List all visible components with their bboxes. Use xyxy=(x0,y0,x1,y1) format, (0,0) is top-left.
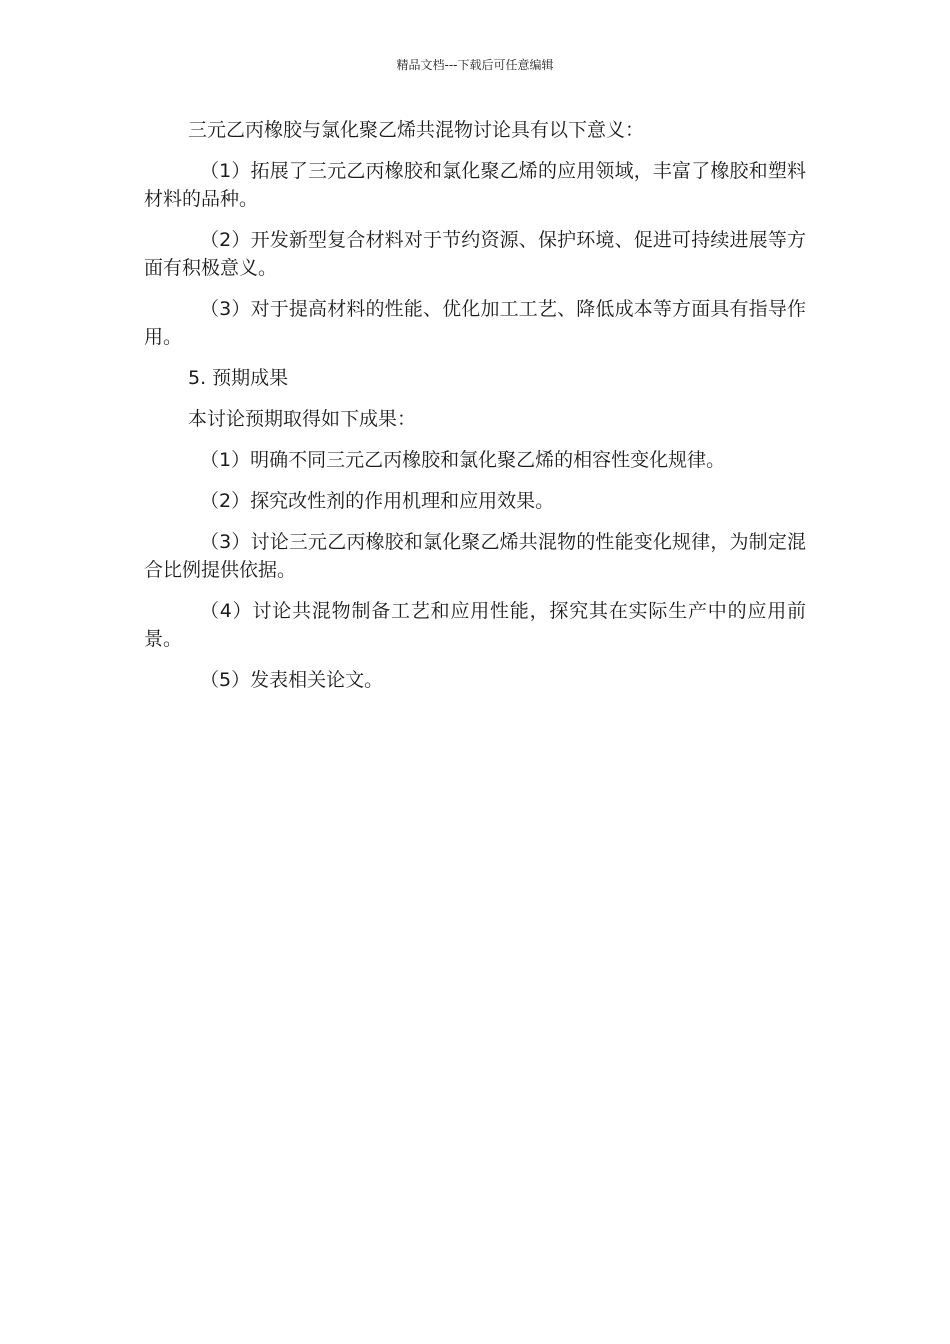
results-intro-paragraph: 本讨论预期取得如下成果： xyxy=(188,408,417,430)
significance-item-2: （2）开发新型复合材料对于节约资源、保护环境、促进可持续进展等方面有积极意义。 xyxy=(144,229,806,279)
result-item-3: （3）讨论三元乙丙橡胶和氯化聚乙烯共混物的性能变化规律，为制定混合比例提供依据。 xyxy=(144,531,806,581)
result-item-5: （5）发表相关论文。 xyxy=(200,669,384,691)
result-item-1: （1）明确不同三元乙丙橡胶和氯化聚乙烯的相容性变化规律。 xyxy=(200,449,726,471)
page-header: 精品文档---下载后可任意编辑 xyxy=(396,58,554,72)
result-item-2: （2）探究改性剂的作用机理和应用效果。 xyxy=(200,490,555,512)
significance-item-1: （1）拓展了三元乙丙橡胶和氯化聚乙烯的应用领域，丰富了橡胶和塑料材料的品种。 xyxy=(144,160,806,210)
document-body xyxy=(144,116,806,707)
significance-item-3: （3）对于提高材料的性能、优化加工工艺、降低成本等方面具有指导作用。 xyxy=(144,298,806,348)
intro-paragraph: 三元乙丙橡胶与氯化聚乙烯共混物讨论具有以下意义： xyxy=(188,119,645,141)
result-item-4: （4）讨论共混物制备工艺和应用性能，探究其在实际生产中的应用前景。 xyxy=(144,600,806,650)
section-heading-expected-results: 5. 预期成果 xyxy=(188,367,289,389)
